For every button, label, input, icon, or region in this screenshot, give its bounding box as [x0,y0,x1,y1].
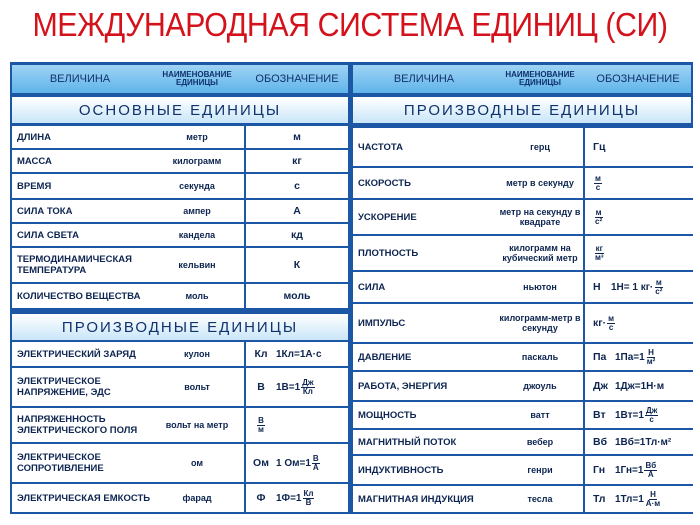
fraction-denominator: с² [595,216,603,226]
unit-symbol [246,417,276,434]
unit-symbol: В [257,381,265,393]
table-row [353,127,691,167]
symbol-cell [246,342,348,366]
unit-name-cell: килограмм-метр в секунду [497,304,583,342]
quantity-cell: ИНДУКТИВНОСТЬ [353,456,500,484]
table-row [353,271,691,303]
right-column [353,62,691,514]
header-quantity: ВЕЛИЧИНА [393,73,455,85]
quantity-cell: ДЛИНА [12,126,153,148]
unit-symbol: Ф [256,492,266,504]
unit-name-cell: вебер [497,430,583,454]
symbol-cell [585,168,699,198]
unit-symbol: Ом [253,457,269,469]
table-row [12,223,348,247]
unit-name-cell: вольт [150,368,244,406]
quantity-cell: ЭЛЕКТРИЧЕСКАЯ ЕМКОСТЬ [12,484,153,512]
table-row [12,407,348,443]
symbol-cell: Гц [585,128,699,166]
unit-relation [276,379,316,396]
unit-name-cell: секунда [150,174,244,198]
quantity-cell: СИЛА ТОКА [12,200,153,222]
symbol-fraction [594,209,603,226]
relation-fraction [654,279,663,296]
unit-symbol: Вт [593,409,606,421]
quantity-cell: РАБОТА, ЭНЕРГИЯ [353,372,500,400]
fraction-numerator: кг [595,243,603,253]
symbol-cell [585,372,699,400]
table-row [353,303,691,343]
fraction-numerator: В [258,415,264,425]
header-symbol: ОБОЗНАЧЕНИЕ [596,73,680,85]
quantity-cell: НАПРЯЖЕННОСТЬ ЭЛЕКТРИЧЕСКОГО ПОЛЯ [12,408,153,442]
symbol-cell [246,444,348,482]
quantity-cell: МОЩНОСТЬ [353,402,500,428]
unit-name-cell: кандела [150,224,244,246]
unit-relation [615,349,657,366]
unit-relation: 1Дж=1Н·м [615,380,665,392]
relation-prefix: 1Гн=1 [615,464,644,476]
unit-relation: 1Вб=1Тл·м² [615,436,672,448]
units-table [10,62,693,514]
table-row [12,149,348,173]
table-row [12,125,348,149]
fraction-denominator: с² [655,286,663,296]
unit-name-cell: килограмм на кубический метр [497,236,583,270]
unit-name-cell: метр [150,126,244,148]
quantity-cell: СИЛА СВЕТА [12,224,153,246]
fraction-denominator: м [258,424,264,434]
fraction-numerator: м [595,207,602,217]
fraction-numerator: м [608,313,615,323]
symbol-fraction [594,175,602,192]
quantity-cell: МАГНИТНЫЙ ПОТОК [353,430,500,454]
symbol-cell: моль [246,284,348,308]
unit-name-cell: кулон [150,342,244,366]
symbol-prefix: кг· [593,317,607,329]
header-unit-name: НАИМЕНОВАНИЕ ЕДИНИЦЫ [505,70,575,87]
table-row [12,283,348,309]
unit-name-cell: моль [150,284,244,308]
relation-prefix: 1Па=1 [615,351,645,363]
symbol-fraction [257,417,265,434]
fraction-numerator: Дж [302,377,314,387]
table-row [353,429,691,455]
symbol-cell [246,408,348,442]
table-row [353,235,691,271]
unit-relation [276,490,315,507]
fraction-denominator: А·м [645,498,661,508]
table-row [353,167,691,199]
unit-symbol: Тл [593,493,606,505]
table-row [353,343,691,371]
relation-fraction [644,462,657,479]
symbol-cell [585,486,699,512]
quantity-cell: ДАВЛЕНИЕ [353,344,500,370]
unit-name-cell: тесла [497,486,583,512]
table-row [12,173,348,199]
unit-name-cell: метр на секунду в квадрате [497,200,583,234]
column-header [353,65,691,93]
left-column [12,62,348,514]
fraction-denominator: с [595,182,601,192]
symbol-cell [585,304,699,342]
quantity-cell: ЭЛЕКТРИЧЕСКОЕ СОПРОТИВЛЕНИЕ [12,444,153,482]
fraction-numerator: Н [650,489,656,499]
relation-prefix: 1Н= 1 кг· [611,281,654,293]
symbol-cell [246,368,348,406]
symbol-cell [585,200,699,234]
relation-fraction [645,491,661,508]
unit-name-cell: ампер [150,200,244,222]
table-row [12,341,348,367]
unit-relation [611,279,664,296]
symbol-cell [246,484,348,512]
relation-fraction [312,455,320,472]
table-row [353,371,691,401]
unit-symbol: Н [593,281,601,293]
unit-name-cell: ватт [497,402,583,428]
unit-relation [615,491,662,508]
table-row [12,483,348,513]
section-base-units: ОСНОВНЫЕ ЕДИНИЦЫ [12,97,348,123]
unit-symbol: Кл [254,348,268,360]
header-quantity: ВЕЛИЧИНА [49,73,111,85]
quantity-cell: ИМПУЛЬС [353,304,500,342]
table-row [12,247,348,283]
symbol-cell [585,344,699,370]
unit-name-cell: ньютон [497,272,583,302]
fraction-numerator: Кл [303,488,314,498]
symbol-cell [585,402,699,428]
symbol-cell: К [246,248,348,282]
symbol-cell [585,456,699,484]
quantity-cell: СИЛА [353,272,500,302]
unit-name-cell: метр в секунду [497,168,583,198]
unit-name-cell: кельвин [150,248,244,282]
column-header [12,65,348,93]
unit-symbol: Вб [593,436,608,448]
unit-relation [276,455,321,472]
relation-fraction [646,349,657,366]
quantity-cell: ВРЕМЯ [12,174,153,198]
symbol-fraction [594,245,605,262]
fraction-numerator: Н [648,347,654,357]
symbol-cell [585,430,699,454]
fraction-denominator: А [647,469,654,479]
table-row [12,199,348,223]
fraction-numerator: Вб [645,460,657,470]
quantity-cell: ТЕРМОДИНАМИЧЕСКАЯ ТЕМПЕРАТУРА [12,248,153,282]
unit-symbol: Па [593,351,607,363]
symbol-cell: кг [246,150,348,172]
symbol-cell [585,236,699,270]
table-row [353,199,691,235]
section-derived-units: ПРОИЗВОДНЫЕ ЕДИНИЦЫ [12,314,348,340]
section-derived-units: ПРОИЗВОДНЫЕ ЕДИНИЦЫ [353,97,691,123]
fraction-denominator: м² [646,356,656,366]
relation-prefix: 1В=1 [276,381,301,393]
unit-name-cell: килограмм [150,150,244,172]
relation-prefix: 1Вт=1 [615,409,644,421]
quantity-cell: ЭЛЕКТРИЧЕСКОЕ НАПРЯЖЕНИЕ, ЭДС [12,368,153,406]
table-row [12,367,348,407]
fraction-numerator: В [312,453,319,463]
unit-symbol: Гн [593,464,606,476]
fraction-denominator: с [649,414,654,424]
symbol-cell: м [246,126,348,148]
relation-fraction [645,407,658,424]
quantity-cell: МАССА [12,150,153,172]
unit-name-cell: джоуль [497,372,583,400]
relation-prefix: 1 Ом=1 [276,457,311,469]
relation-fraction [303,490,315,507]
symbol-cell: кд [246,224,348,246]
fraction-denominator: В [305,497,312,507]
unit-relation [615,462,658,479]
header-symbol: ОБОЗНАЧЕНИЕ [255,73,339,85]
unit-name-cell: фарад [150,484,244,512]
unit-name-cell: герц [497,128,583,166]
quantity-cell: СКОРОСТЬ [353,168,500,198]
fraction-denominator: с [608,322,614,332]
fraction-denominator: Кл [302,386,313,396]
quantity-cell: МАГНИТНАЯ ИНДУКЦИЯ [353,486,500,512]
fraction-numerator: м [595,173,601,183]
symbol-cell [585,272,699,302]
quantity-cell: КОЛИЧЕСТВО ВЕЩЕСТВА [12,284,153,308]
unit-name-cell: генри [497,456,583,484]
page-title: МЕЖДУНАРОДНАЯ СИСТЕМА ЕДИНИЦ (СИ) [32,6,668,43]
fraction-numerator: м [655,277,662,287]
relation-prefix: 1Тл=1 [615,493,644,505]
unit-name-cell: вольт на метр [150,408,244,442]
table-row [12,443,348,483]
fraction-denominator: м³ [595,252,604,262]
relation-prefix: 1Ф=1 [276,492,302,504]
header-unit-name: НАИМЕНОВАНИЕ ЕДИНИЦЫ [162,70,232,87]
symbol-cell: с [246,174,348,198]
fraction-denominator: А [312,462,319,472]
quantity-cell: ЭЛЕКТРИЧЕСКИЙ ЗАРЯД [12,342,153,366]
table-row [353,401,691,429]
relation-fraction [301,379,314,396]
symbol-fraction [607,315,615,332]
unit-name-cell: паскаль [497,344,583,370]
symbol-cell: А [246,200,348,222]
quantity-cell: ПЛОТНОСТЬ [353,236,500,270]
unit-relation: 1Кл=1А·с [276,348,322,360]
unit-relation [615,407,659,424]
unit-name-cell: ом [150,444,244,482]
unit-symbol: Дж [593,380,608,392]
table-row [353,485,691,513]
quantity-cell: ЧАСТОТА [353,128,500,166]
fraction-numerator: Дж [645,405,658,415]
quantity-cell: УСКОРЕНИЕ [353,200,500,234]
table-row [353,455,691,485]
